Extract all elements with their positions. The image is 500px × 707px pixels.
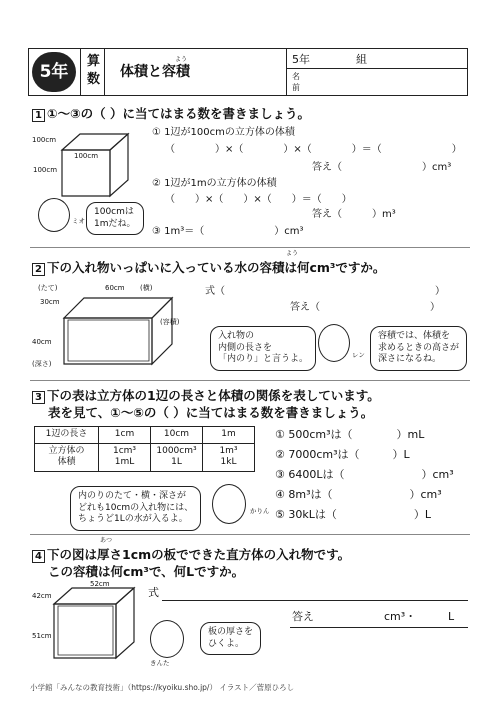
q2-formula: 式（ ） [205, 286, 445, 297]
footer-credit: 小学館「みんなの教育技術」（https://kyoiku.sho.jp/） イラスト／菅原ひろし [30, 683, 295, 692]
q1-fig-label-side: 100cm [32, 136, 57, 144]
q2-fig-top: 60cm [105, 284, 125, 292]
q1-item1-expr: （ ）×（ ）×（ ）＝（ ） [165, 144, 462, 155]
q2-container-figure [32, 282, 207, 372]
subject-char-1: 算 [87, 54, 101, 69]
table-cell: 1m³ 1kL [203, 443, 255, 471]
q2-answer: 答え（ ） [290, 302, 440, 313]
q3-item-1: ① 500cm³は（ ）mL [275, 428, 425, 441]
character-karin [212, 484, 246, 524]
q2-fig-deep: (深さ) [32, 360, 52, 368]
q1-number: 1 [32, 109, 45, 122]
q2-title: 2 下の入れ物いっぱいに入っている水の容積は何cm³ですか。 [32, 258, 385, 276]
q2-fig-depth-top: (たて) [38, 284, 58, 292]
q1-title: 1 ①～③の（ ）に当てはまる数を書きましょう。 [32, 104, 310, 122]
class-unit: 組 [356, 53, 367, 66]
table-cell: 1000cm³ 1L [151, 443, 203, 471]
q1-bubble: 100cmは 1mだね。 [86, 202, 144, 235]
q1-item1-answer: 答え（ ）cm³ [312, 162, 452, 173]
q3-item-5: ⑤ 30kLは（ ）L [275, 508, 431, 521]
q3-volume-table [34, 426, 255, 472]
title-ruby: よう [175, 56, 188, 63]
q4-formula-label: 式 [148, 586, 159, 599]
q4-fig-top: 52cm [90, 580, 110, 588]
q1-item3: ③ 1m³＝（ ）cm³ [152, 226, 304, 237]
q2-bubble-2: 容積では、体積を 求めるときの高さが 深さになるね。 [370, 326, 467, 371]
table-cell: 1cm³ 1mL [99, 443, 151, 471]
name-label-1: 名 [292, 72, 300, 81]
q4-title-1: 4 下の図は厚さ1cmの板でできた直方体の入れ物です。 [32, 545, 350, 563]
q3-item-2: ② 7000cm³は（ ）L [275, 448, 410, 461]
grade-badge: 5年 [32, 52, 76, 92]
table-cell: 1cm [99, 427, 151, 444]
character-ren [318, 324, 350, 362]
char-mio-name: ミオ [72, 217, 85, 225]
q4-title-2: この容積は何cm³で、何Lですか。 [48, 564, 245, 579]
q4-answer-unit-1: cm³・ [384, 610, 417, 623]
page-title: 体積と容積 [120, 64, 190, 80]
q4-title-ruby: あつ [100, 537, 113, 544]
class-label: 5年 [292, 53, 310, 66]
q1-item2: ② 1辺が1mの立方体の体積 [152, 178, 277, 189]
q4-answer-unit-2: L [448, 610, 455, 623]
q2-bubble-1: 入れ物の 内側の長さを 「内のり」と言うよ。 [210, 326, 316, 371]
q1-cube-figure [32, 122, 142, 202]
q4-bubble: 板の厚さを ひくよ。 [200, 622, 261, 655]
q2-number: 2 [32, 263, 45, 276]
q1-item1: ① 1辺が100cmの立方体の体積 [152, 127, 295, 138]
character-kinta [150, 620, 184, 658]
q3-title-1: 3 下の表は立方体の1辺の長さと体積の関係を表しています。 [32, 386, 380, 404]
character-mio [38, 198, 70, 232]
q4-fig-side: 42cm [32, 592, 52, 600]
table-cell: 立方体の 体積 [35, 443, 99, 471]
q1-fig-label-top: 100cm [74, 152, 99, 160]
q3-bubble: 内のりのたて・横・深さが どれも10cmの入れ物には、 ちょうど1Lの水が入るよ。 [70, 486, 201, 531]
q3-number: 3 [32, 391, 45, 404]
table-row [35, 443, 255, 471]
q2-fig-height: 40cm [32, 338, 52, 346]
q1-fig-label-height: 100cm [33, 166, 58, 174]
q1-item2-answer: 答え（ ）m³ [312, 209, 396, 220]
table-cell: 10cm [151, 427, 203, 444]
q2-fig-inner: (容積) [160, 318, 180, 326]
q3-item-4: ④ 8m³は（ ）cm³ [275, 488, 442, 501]
name-label-2: 前 [292, 83, 300, 92]
q3-item-3: ③ 6400Lは（ ）cm³ [275, 468, 454, 481]
char-ren-name: レン [352, 351, 365, 359]
q4-answer-label: 答え [292, 610, 314, 623]
q4-fig-height: 51cm [32, 632, 52, 640]
q1-item2-expr: （ ）×（ ）×（ ）＝（ ） [165, 194, 352, 205]
subject-char-2: 数 [87, 72, 101, 87]
q2-fig-width: (横) [140, 284, 153, 292]
char-karin-name: かりん [250, 507, 270, 515]
table-cell: 1辺の長さ [35, 427, 99, 444]
q2-fig-depth: 30cm [40, 298, 60, 306]
table-cell: 1m [203, 427, 255, 444]
q3-title-2: 表を見て、①～⑤の（ ）に当てはまる数を書きましょう。 [48, 405, 374, 420]
q2-title-ruby: よう [286, 250, 299, 257]
q4-number: 4 [32, 550, 45, 563]
char-kinta-name: きんた [150, 659, 170, 667]
table-row [35, 427, 255, 444]
